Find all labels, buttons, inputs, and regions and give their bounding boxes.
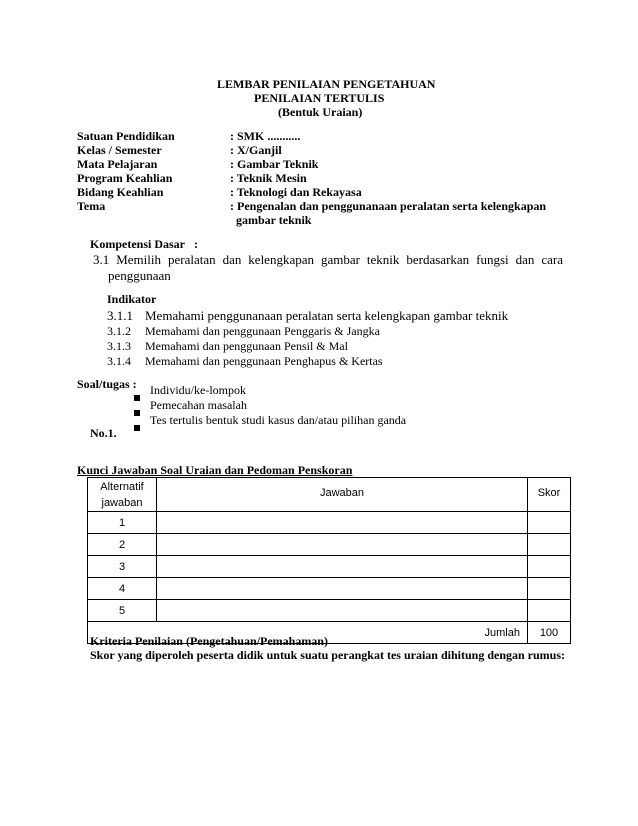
table-row bbox=[88, 600, 571, 622]
row-number: 4 bbox=[88, 578, 157, 600]
kd-text-cont: penggunaan bbox=[108, 268, 171, 283]
info-value: : Pengenalan dan penggunanaan peralatan serta kelengkapan bbox=[230, 199, 547, 213]
row-skor bbox=[528, 512, 571, 534]
info-value: : Teknologi dan Rekayasa bbox=[230, 185, 362, 199]
header-alternatif bbox=[88, 478, 157, 512]
row-jawaban bbox=[157, 534, 528, 556]
bullet-icon bbox=[134, 418, 140, 436]
indikator-text: Memahami dan penggunaan Penghapus & Kertas bbox=[145, 354, 383, 368]
info-value-cont: gambar teknik bbox=[236, 213, 312, 227]
kompetensi-label: Kompetensi Dasar bbox=[90, 237, 185, 251]
page-title: LEMBAR PENILAIAN PENGETAHUAN bbox=[217, 77, 436, 91]
header-alternatif-line2: jawaban bbox=[101, 497, 143, 509]
page-subtitle: PENILAIAN TERTULIS bbox=[254, 91, 385, 105]
kriteria-title: Kriteria Penilaian (Pengetahuan/Pemahaman) bbox=[90, 634, 328, 648]
indikator-num: 3.1.2 bbox=[107, 324, 131, 338]
kunci-title: Kunci Jawaban Soal Uraian dan Pedoman Penskoran bbox=[77, 463, 353, 477]
kriteria-text: Skor yang diperoleh peserta didik untuk suatu perangkat tes uraian dihitung dengan rumus: bbox=[90, 648, 566, 662]
info-value: : Gambar Teknik bbox=[230, 157, 319, 171]
header-alternatif-line1: Alternatif bbox=[100, 481, 144, 493]
soal-item: Tes tertulis bentuk studi kasus dan/atau pilihan ganda bbox=[150, 413, 407, 427]
soal-number: No.1. bbox=[90, 426, 117, 440]
header-skor: Skor bbox=[528, 478, 571, 512]
jumlah-label: Jumlah bbox=[88, 622, 528, 644]
row-number: 1 bbox=[88, 512, 157, 534]
kompetensi-colon: : bbox=[194, 237, 198, 251]
row-skor bbox=[528, 600, 571, 622]
page-subtitle-form: (Bentuk Uraian) bbox=[278, 105, 363, 119]
soal-item: Individu/ke-lompok bbox=[150, 383, 246, 397]
indikator-text: Memahami dan penggunaan Penggaris & Jangka bbox=[145, 324, 380, 338]
info-label: Kelas / Semester bbox=[77, 143, 162, 157]
info-label: Tema bbox=[77, 199, 106, 213]
row-jawaban bbox=[157, 556, 528, 578]
info-value: : X/Ganjil bbox=[230, 143, 282, 157]
table-row bbox=[88, 578, 571, 600]
table-header-row bbox=[88, 478, 571, 512]
jumlah-value: 100 bbox=[528, 622, 571, 644]
info-value: : SMK ........... bbox=[230, 129, 301, 143]
header-jawaban: Jawaban bbox=[157, 478, 528, 512]
info-label: Program Keahlian bbox=[77, 171, 173, 185]
row-number: 3 bbox=[88, 556, 157, 578]
kunci-table bbox=[87, 477, 571, 644]
row-jawaban bbox=[157, 600, 528, 622]
kd-text: 3.1 Memilih peralatan dan kelengkapan gambar teknik berdasarkan fungsi dan cara bbox=[93, 252, 563, 267]
indikator-text: Memahami penggunanaan peralatan serta kelengkapan gambar teknik bbox=[145, 308, 509, 323]
indikator-text: Memahami dan penggunaan Pensil & Mal bbox=[145, 339, 348, 353]
indikator-num: 3.1.3 bbox=[107, 339, 131, 353]
table-row bbox=[88, 556, 571, 578]
row-jawaban bbox=[157, 578, 528, 600]
row-skor bbox=[528, 534, 571, 556]
row-number: 2 bbox=[88, 534, 157, 556]
info-label: Mata Pelajaran bbox=[77, 157, 158, 171]
info-label: Bidang Keahlian bbox=[77, 185, 164, 199]
row-jawaban bbox=[157, 512, 528, 534]
indikator-num: 3.1.4 bbox=[107, 354, 131, 368]
row-skor bbox=[528, 556, 571, 578]
indikator-num: 3.1.1 bbox=[107, 308, 133, 323]
info-label: Satuan Pendidikan bbox=[77, 129, 175, 143]
row-skor bbox=[528, 578, 571, 600]
table-row bbox=[88, 512, 571, 534]
table-row bbox=[88, 534, 571, 556]
soal-label: Soal/tugas : bbox=[77, 377, 137, 391]
info-value: : Teknik Mesin bbox=[230, 171, 307, 185]
indikator-label: Indikator bbox=[107, 292, 157, 306]
row-number: 5 bbox=[88, 600, 157, 622]
soal-item: Pemecahan masalah bbox=[150, 398, 247, 412]
